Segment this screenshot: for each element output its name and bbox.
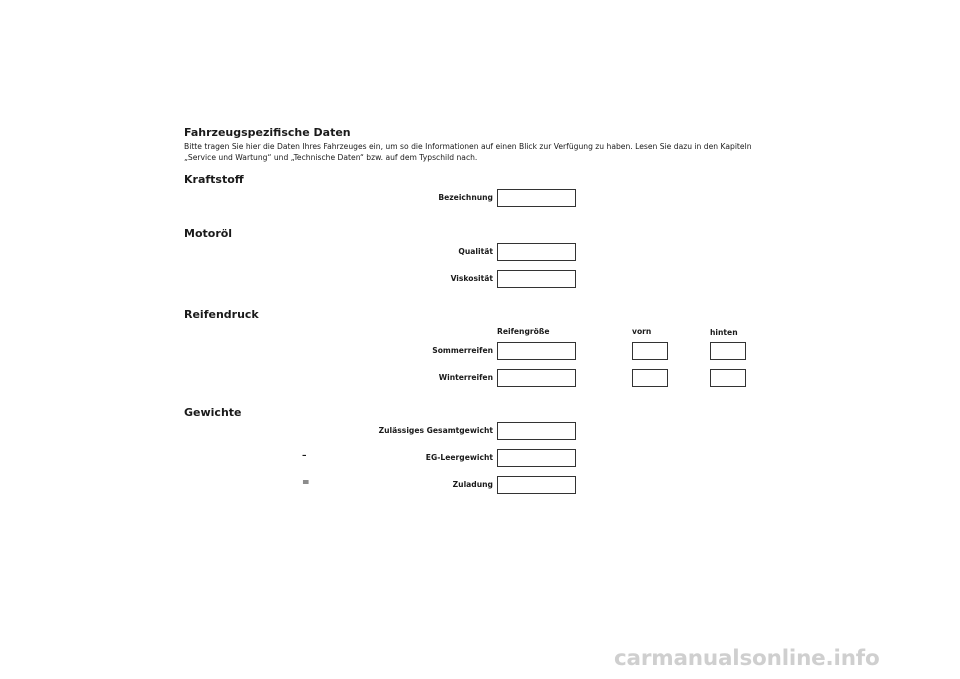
- qualitaet-label: Qualität: [458, 247, 493, 256]
- page-title: Fahrzeugspezifische Daten: [184, 126, 351, 139]
- winterreifen-label: Winterreifen: [438, 373, 493, 382]
- section-heading-motoroel: Motoröl: [184, 227, 233, 240]
- sommerreifen-size-field[interactable]: [497, 342, 576, 360]
- section-heading-gewichte: Gewichte: [184, 406, 242, 419]
- leergewicht-field[interactable]: [497, 449, 576, 467]
- qualitaet-field[interactable]: [497, 243, 576, 261]
- viskositaet-label: Viskosität: [450, 274, 493, 283]
- zuladung-label: Zuladung: [452, 480, 493, 489]
- gesamtgewicht-field[interactable]: [497, 422, 576, 440]
- intro-text: Bitte tragen Sie hier die Daten Ihres Fahrzeuges ein, um so die Informationen auf einen Blick zur Verfügung zu haben. Lesen Sie dazu in den Kapiteln „Service und Wartung“ und „Technische Daten“ bzw. auf dem Typschild nach.: [184, 142, 752, 162]
- column-header-reifengroesse: Reifengröße: [497, 327, 550, 336]
- column-header-hinten: hinten: [710, 328, 738, 337]
- winterreifen-front-field[interactable]: [632, 369, 668, 387]
- column-header-vorn: vorn: [632, 327, 652, 336]
- sommerreifen-label: Sommerreifen: [432, 346, 493, 355]
- section-heading-reifendruck: Reifendruck: [184, 308, 259, 321]
- sommerreifen-front-field[interactable]: [632, 342, 668, 360]
- zuladung-field[interactable]: [497, 476, 576, 494]
- gesamtgewicht-label: Zulässiges Gesamtgewicht: [378, 426, 493, 435]
- watermark: carmanualsonline.info: [614, 646, 880, 671]
- leergewicht-label: EG-Leergewicht: [425, 453, 493, 462]
- winterreifen-size-field[interactable]: [497, 369, 576, 387]
- bezeichnung-field[interactable]: [497, 189, 576, 207]
- bezeichnung-label: Bezeichnung: [438, 193, 493, 202]
- sommerreifen-rear-field[interactable]: [710, 342, 746, 360]
- section-heading-kraftstoff: Kraftstoff: [184, 173, 244, 186]
- winterreifen-rear-field[interactable]: [710, 369, 746, 387]
- viskositaet-field[interactable]: [497, 270, 576, 288]
- equals-operator: =: [302, 478, 310, 488]
- minus-operator: –: [302, 451, 307, 461]
